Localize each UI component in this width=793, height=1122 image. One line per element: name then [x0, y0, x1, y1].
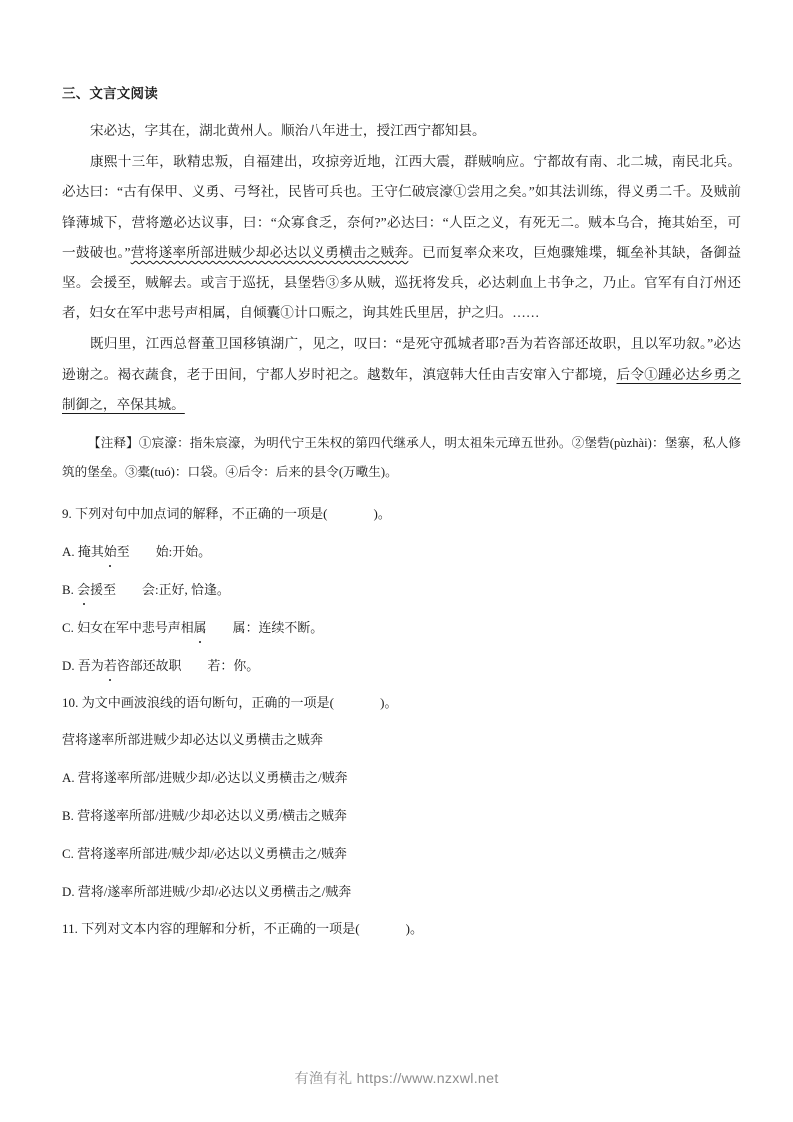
footer-url: https://www.nzxwl.net [356, 1071, 499, 1087]
question-11-stem [62, 919, 741, 939]
question-10-number: 10. [62, 695, 79, 711]
paragraph-2-lead: 康熙十三年，耿精忠叛，自福建出，攻掠旁近地，江西大震，群贼响应。宁都故有南、北二城，南民北兵。必达曰：“古有保甲、义勇、弓弩社，民皆可兵也。王守仁破宸濠①尝用之矣。”如其法训练，得义勇二千。及贼前锋薄城下，营将邀必达议事，曰：“众寡食乏，奈何?”必达曰：“人臣之义，有死无二。贼本乌合，掩其始至，可一鼓破也。” [62, 154, 741, 260]
q10-option-d-label: D. [62, 885, 75, 900]
footer-watermark [0, 1068, 793, 1088]
question-10-option-d[interactable] [62, 882, 741, 902]
question-9-number: 9. [62, 506, 72, 522]
option-b-label: B. [62, 583, 74, 598]
option-d-gloss: 若：你。 [207, 659, 260, 674]
paragraph-2-tail: 。已而复率众来攻，巨炮骤雉堞，辄垒补其缺，备御益坚。会援至，贼解去。或言于巡抚，县堡砦③多从贼，巡抚将发兵，必达刺血上书争之，乃止。官军有自汀州还者，妇女在军中悲号声相属，自倾囊①计口赈之，询其姓氏里居，护之归。…… [62, 244, 741, 321]
option-a-sentence-pre: 掩其 [77, 545, 104, 560]
paragraph-1: 宋必达，字其在，湖北黄州人。顺治八年进士，授江西宁都知县。 [90, 123, 486, 138]
notes-line-1: 【注释】①宸濠：指朱宸濠，为明代宁王朱权的第四代继承人，明太祖朱元璋五世孙。②堡砦(pùzhài)： [88, 436, 665, 451]
question-9-stem-end: )。 [373, 506, 391, 522]
question-10-stem [62, 693, 741, 713]
option-c-dotted-char: 属 [194, 618, 207, 638]
question-10-stem-end: )。 [380, 695, 398, 711]
option-d-dotted-char: 若 [104, 656, 117, 676]
q10-option-c-text: 营将遂率所部进/贼少却/必达以义勇横击之/贼奔 [77, 847, 347, 862]
q10-option-a-label: A. [62, 771, 75, 786]
question-11-stem-end: )。 [405, 921, 424, 937]
question-11-text: 下列对文本内容的理解和分析，不正确的一项是( [81, 921, 360, 937]
question-9-stem [62, 504, 741, 524]
option-c-sentence-pre: 妇女在军中悲号声相 [77, 621, 194, 636]
question-10-option-b[interactable] [62, 806, 741, 826]
question-10-source-sentence: 营将遂率所部进贼少却必达以义勇横击之贼奔 [62, 732, 324, 748]
underlined-translation-sentence: 后令①踵必达乡勇之制御之，卒保其城。 [62, 366, 742, 412]
option-b-dotted-char: 会 [77, 580, 90, 600]
question-9-option-b[interactable] [62, 580, 741, 600]
question-10-option-c[interactable] [62, 844, 741, 864]
option-b-sentence-post: 援至 [90, 583, 117, 598]
q10-option-c-label: C. [62, 847, 74, 862]
option-d-label: D. [62, 659, 75, 674]
wavy-underlined-passage: 营将遂率所部进贼少却必达以义勇横击之贼奔 [130, 244, 409, 260]
footer-brand: 有渔有礼 [294, 1071, 353, 1087]
option-c-gloss: 属：连续不断。 [232, 621, 324, 636]
paragraph-3 [62, 329, 741, 420]
paragraph-3-lead: 既归里，江西总督董卫国移镇湖广，见之，叹曰：“是死守孤城者耶?吾为若咨部还故职，且以军功叙。”必达逊谢之。褐衣蔬食，老于田间，宁都人岁时祀之。越数年，滇寇韩大任由吉安窜入宁都境， [62, 336, 741, 382]
option-d-sentence-post: 咨部还故职 [116, 659, 182, 674]
option-c-label: C. [62, 621, 74, 636]
section-title: 三、文言文阅读 [62, 86, 158, 101]
question-9-text: 下列对句中加点词的解释，不正确的一项是( [75, 506, 328, 522]
question-9-option-d[interactable] [62, 656, 741, 676]
option-a-label: A. [62, 545, 75, 560]
option-a-gloss: 始:开始。 [155, 545, 212, 560]
question-10-option-a[interactable] [62, 768, 741, 788]
q10-option-d-text: 营将/遂率所部进贼/少却/必达以义勇横击之/贼奔 [77, 885, 352, 900]
q10-option-b-text: 营将遂率所部/进贼/少却必达以义勇/横击之贼奔 [77, 809, 347, 824]
notes-line-2: 堡寨，私人修筑的堡垒。③橐(tuó)：口袋。④后令：后来的县令(万曔生)。 [62, 436, 741, 480]
question-9-option-a[interactable] [62, 542, 741, 562]
option-a-sentence-post: 至 [116, 545, 130, 560]
notes-block [62, 429, 741, 487]
paragraph-2 [62, 147, 741, 328]
q10-option-a-text: 营将遂率所部/进贼少却/必达以义勇横击之/贼奔 [77, 771, 348, 786]
option-d-sentence-pre: 吾为 [77, 659, 104, 674]
q10-option-b-label: B. [62, 809, 74, 824]
option-b-gloss: 会:正好, 恰逢。 [142, 583, 230, 598]
option-a-dotted-char: 始 [104, 542, 117, 562]
question-11-number: 11. [62, 921, 78, 937]
question-9-option-c[interactable] [62, 618, 741, 638]
question-10-text: 为文中画波浪线的语句断句，正确的一项是( [81, 695, 335, 711]
